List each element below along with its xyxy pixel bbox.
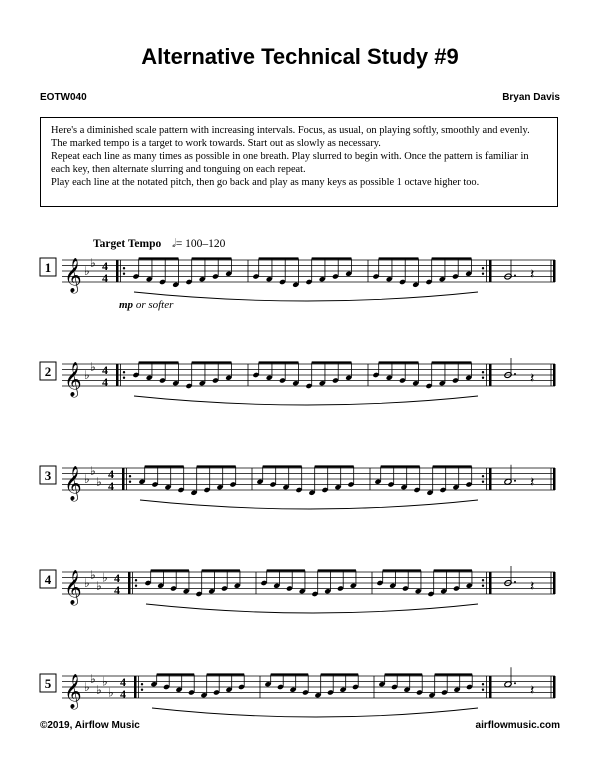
flat-icon: ♭: [96, 578, 102, 593]
time-signature-top: 4: [108, 467, 114, 481]
repeat-start-barline: [116, 260, 119, 282]
staff-number: 2: [44, 364, 52, 379]
staff-number: 1: [44, 260, 52, 275]
flat-icon: ♭: [84, 680, 90, 694]
final-barline: [553, 364, 556, 386]
repeat-dot: [129, 481, 131, 483]
repeat-end-barline: [489, 260, 492, 282]
final-barline: [553, 468, 556, 490]
time-signature-bottom: 4: [108, 479, 114, 493]
slur: [140, 500, 478, 509]
augmentation-dot: [514, 373, 516, 375]
time-signature-bottom: 4: [102, 271, 108, 285]
flat-icon: ♭: [84, 472, 90, 486]
repeat-dot: [482, 689, 484, 691]
time-signature-top: 4: [120, 675, 126, 689]
final-barline: [553, 572, 556, 594]
time-signature-bottom: 4: [114, 583, 120, 597]
repeat-end-barline: [489, 676, 492, 698]
page-title: Alternative Technical Study #9: [141, 44, 459, 69]
flat-icon: ♭: [84, 368, 90, 382]
instruction-paragraph: The marked tempo is a target to work towards. Start out as slowly as necessary.: [51, 138, 381, 149]
website-link[interactable]: airflowmusic.com: [475, 720, 560, 731]
repeat-dot: [482, 371, 484, 373]
quarter-rest-icon: 𝄽: [530, 578, 535, 595]
author-name: Bryan Davis: [502, 92, 560, 103]
repeat-dot: [123, 371, 125, 373]
repeat-end-barline: [489, 364, 492, 386]
repeat-dot: [123, 377, 125, 379]
treble-clef-icon: 𝄞: [64, 362, 82, 397]
quarter-rest-icon: 𝄽: [530, 266, 535, 283]
augmentation-dot: [514, 480, 516, 482]
flat-icon: ♭: [90, 671, 96, 686]
repeat-dot: [482, 377, 484, 379]
time-signature-top: 4: [102, 259, 108, 273]
copyright-text: ©2019, Airflow Music: [40, 720, 140, 731]
repeat-dot: [123, 267, 125, 269]
treble-clef-icon: 𝄞: [64, 674, 82, 709]
flat-icon: ♭: [108, 685, 114, 700]
tempo-value: = 100–120: [175, 238, 226, 250]
repeat-dot: [141, 689, 143, 691]
quarter-rest-icon: 𝄽: [530, 682, 535, 699]
flat-icon: ♭: [90, 567, 96, 582]
repeat-start-barline: [134, 676, 137, 698]
repeat-start-barline: [116, 364, 119, 386]
repeat-end-barline: [489, 468, 492, 490]
flat-icon: ♭: [90, 359, 96, 374]
flat-icon: ♭: [90, 463, 96, 478]
repeat-dot: [482, 273, 484, 275]
time-signature-bottom: 4: [120, 687, 126, 701]
final-barline: [553, 260, 556, 282]
slur: [146, 604, 478, 613]
slur: [134, 292, 478, 301]
time-signature-top: 4: [102, 363, 108, 377]
instruction-paragraph: Play each line at the notated pitch, then go back and play as many keys as possible 1 octave higher too.: [51, 177, 480, 188]
augmentation-dot: [514, 682, 516, 684]
repeat-start-barline: [122, 468, 125, 490]
half-note-icon: 𝅗𝅥: [172, 236, 176, 250]
instruction-paragraph: Repeat each line as many times as possible in one breath. Play slurred to begin with. Once the pattern is familiar in each key, then alternate slurring and tonguing on each repeat.: [51, 151, 529, 175]
repeat-dot: [482, 481, 484, 483]
tempo-label: Target Tempo: [93, 238, 162, 250]
slur: [152, 708, 478, 717]
flat-icon: ♭: [102, 570, 108, 585]
repeat-start-barline: [128, 572, 131, 594]
staff-number: 5: [44, 676, 52, 691]
repeat-end-barline: [489, 572, 492, 594]
final-barline: [553, 676, 556, 698]
dynamic-text: or softer: [135, 299, 174, 311]
repeat-dot: [135, 585, 137, 587]
time-signature-top: 4: [114, 571, 120, 585]
staff-number: 3: [44, 468, 52, 483]
flat-icon: ♭: [84, 264, 90, 278]
repeat-dot: [482, 267, 484, 269]
repeat-dot: [141, 683, 143, 685]
flat-icon: ♭: [96, 682, 102, 697]
flat-icon: ♭: [102, 674, 108, 689]
repeat-dot: [129, 475, 131, 477]
flat-icon: ♭: [96, 474, 102, 489]
slur: [134, 396, 478, 405]
quarter-rest-icon: 𝄽: [530, 474, 535, 491]
treble-clef-icon: 𝄞: [64, 570, 82, 605]
flat-icon: ♭: [90, 255, 96, 270]
treble-clef-icon: 𝄞: [64, 466, 82, 501]
instruction-paragraph: Here's a diminished scale pattern with increasing intervals. Focus, as usual, on playing softly, smoothly and evenly.: [51, 125, 530, 136]
flat-icon: ♭: [84, 576, 90, 590]
repeat-dot: [123, 273, 125, 275]
repeat-dot: [482, 585, 484, 587]
repeat-dot: [482, 579, 484, 581]
dynamic-mark: mp: [119, 299, 134, 311]
augmentation-dot: [514, 275, 516, 277]
repeat-dot: [135, 579, 137, 581]
repeat-dot: [482, 683, 484, 685]
augmentation-dot: [514, 581, 516, 583]
treble-clef-icon: 𝄞: [64, 258, 82, 293]
study-code: EOTW040: [40, 92, 87, 103]
repeat-dot: [482, 475, 484, 477]
time-signature-bottom: 4: [102, 375, 108, 389]
staff-number: 4: [44, 572, 52, 587]
quarter-rest-icon: 𝄽: [530, 370, 535, 387]
